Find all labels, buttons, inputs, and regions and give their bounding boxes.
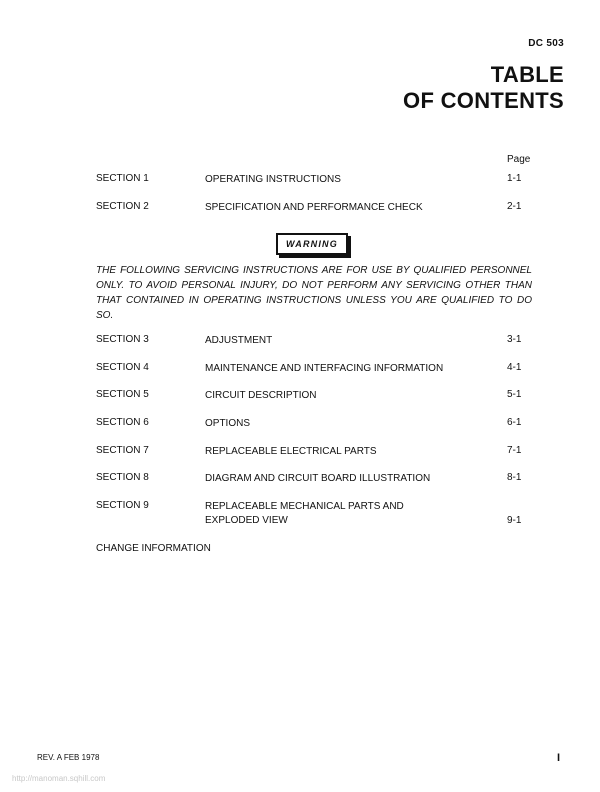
toc-section-page: 3-1 (507, 334, 522, 345)
page-number: I (557, 752, 561, 764)
toc-section-page: 6-1 (507, 417, 522, 428)
change-information: CHANGE INFORMATION (96, 543, 211, 554)
toc-section-title: ADJUSTMENT (205, 335, 273, 346)
model-number: DC 503 (528, 38, 564, 49)
toc-section-label: SECTION 5 (96, 389, 149, 400)
warning-label: WARNING (286, 239, 338, 249)
toc-section-page: 5-1 (507, 389, 522, 400)
toc-section-label: SECTION 9 (96, 500, 149, 511)
toc-section-title: CIRCUIT DESCRIPTION (205, 390, 317, 401)
title-line-1: TABLE (490, 62, 564, 87)
toc-section-title: REPLACEABLE ELECTRICAL PARTS (205, 446, 377, 457)
toc-section-page: 4-1 (507, 362, 522, 373)
toc-section-title: OPERATING INSTRUCTIONS (205, 174, 341, 185)
toc-section-label: SECTION 8 (96, 472, 149, 483)
toc-section-page: 1-1 (507, 173, 522, 184)
title-line-2: OF CONTENTS (403, 88, 564, 113)
page-title (264, 62, 564, 114)
toc-section-label: SECTION 7 (96, 445, 149, 456)
toc-section-page: 2-1 (507, 201, 522, 212)
toc-section-label: SECTION 6 (96, 417, 149, 428)
toc-section-title: SPECIFICATION AND PERFORMANCE CHECK (205, 202, 423, 213)
toc-section-title: MAINTENANCE AND INTERFACING INFORMATION (205, 363, 444, 374)
warning-text: THE FOLLOWING SERVICING INSTRUCTIONS ARE FOR USE BY QUALIFIED PERSONNEL ONLY. TO AVOID PERSONAL INJURY, DO NOT PERFORM ANY SERVICING OTHER THAN THAT CONTAINED IN OPERATING INSTRUCTIONS UNLESS YOU ARE QUALIFIED TO DO SO. (96, 265, 532, 321)
toc-section-page: 9-1 (507, 515, 522, 526)
revision-date: REV. A FEB 1978 (37, 753, 100, 762)
toc-section-title: OPTIONS (205, 418, 251, 429)
toc-section-label: SECTION 2 (96, 201, 149, 212)
toc-section-page: 7-1 (507, 445, 522, 456)
toc-section-page: 8-1 (507, 472, 522, 483)
toc-section-label: SECTION 1 (96, 173, 149, 184)
toc-section-label: SECTION 3 (96, 334, 149, 345)
page-column-header: Page (507, 154, 531, 165)
toc-section-title: REPLACEABLE MECHANICAL PARTS AND EXPLODED VIEW (205, 501, 404, 526)
toc-section-label: SECTION 4 (96, 362, 149, 373)
warning-label-box (276, 233, 348, 255)
toc-section-title: DIAGRAM AND CIRCUIT BOARD ILLUSTRATION (205, 473, 431, 484)
source-url: http://manoman.sqhill.com (12, 774, 106, 783)
